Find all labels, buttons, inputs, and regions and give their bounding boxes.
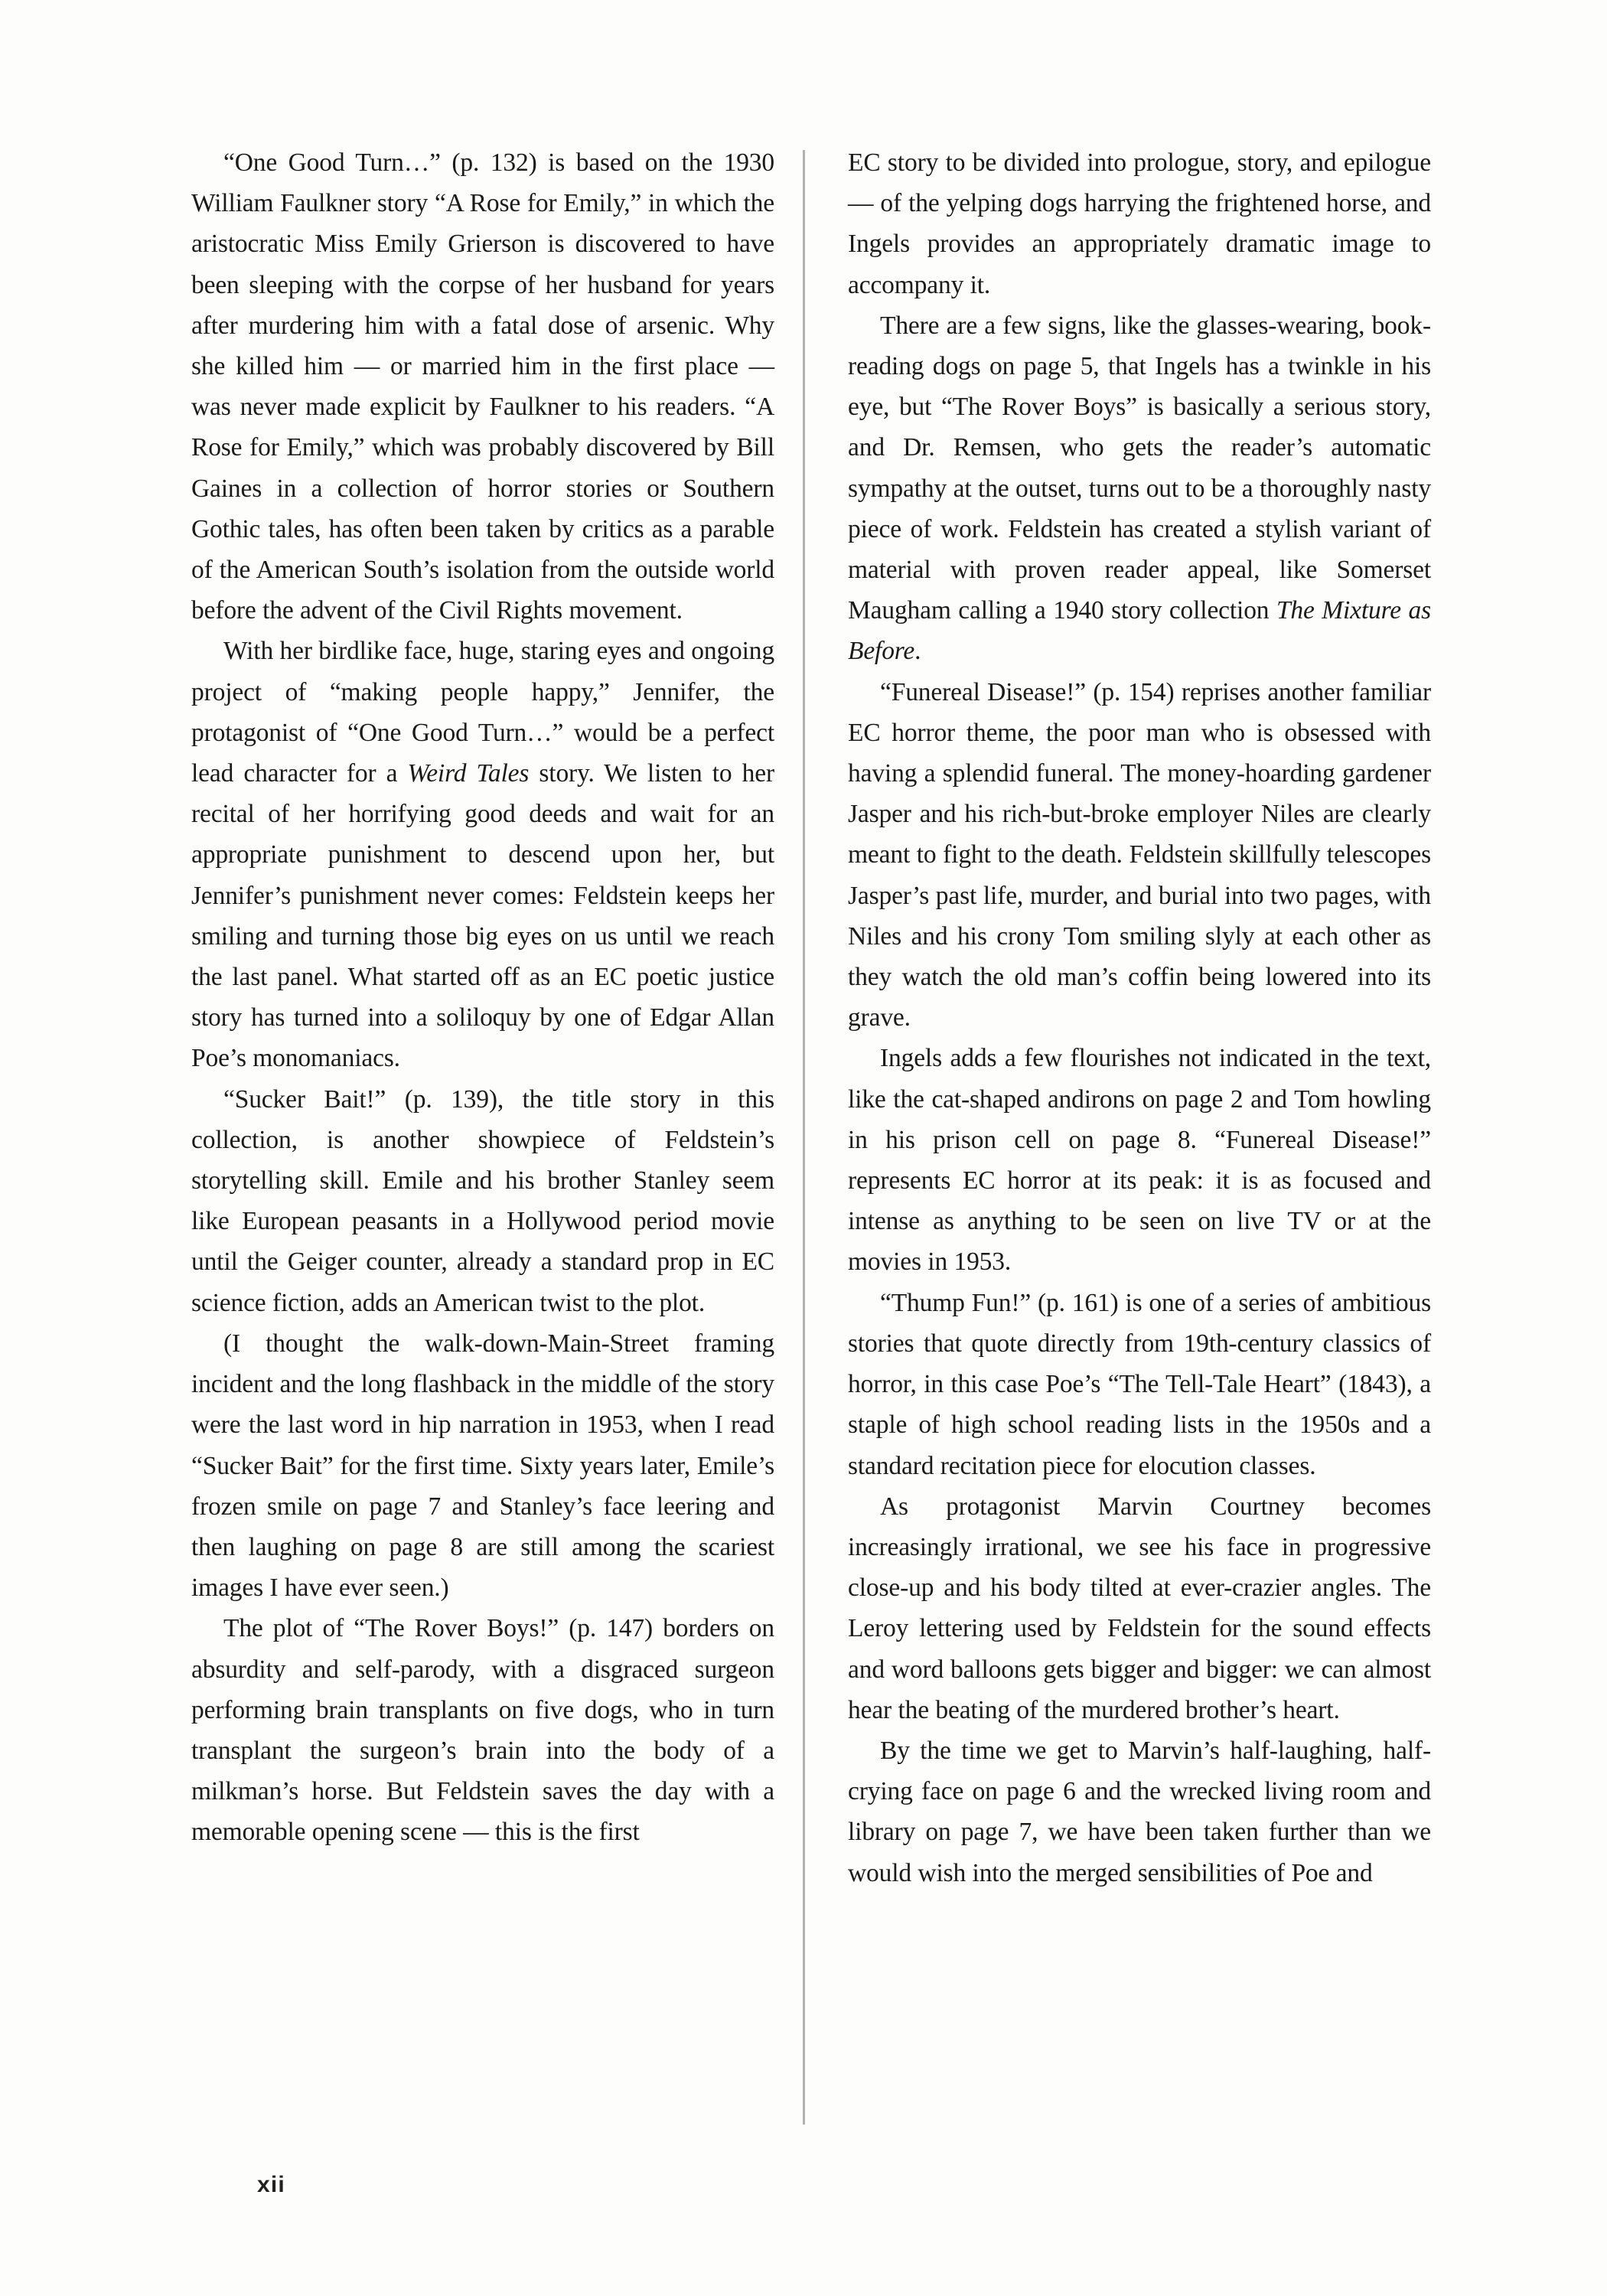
text-run: By the time we get to Marvin’s half-laughing, half-crying face on page 6 and the wrecked living room and library on page 7, we have been taken further than we would wish into the merged sensibilities of Poe and (848, 1736, 1431, 1887)
paragraph (848, 672, 1431, 1039)
page-number-folio: xii (257, 2172, 285, 2197)
text-run: . (914, 637, 921, 666)
text-run: The plot of “The Rover Boys!” (p. 147) borders on absurdity and self-parody, with a disgraced surgeon performing brain transplants on five dogs, who in turn transplant the surgeon’s brain into the body of a milkman’s horse. But Feldstein saves the day with a memorable opening scene — this is the first (191, 1614, 774, 1847)
paragraph (848, 1730, 1431, 1893)
paragraph (191, 631, 774, 1078)
left-text-column (191, 142, 774, 1853)
italic-title: Weird Tales (407, 759, 530, 788)
text-run: As protagonist Marvin Courtney becomes increasingly irrational, we see his face in progressive close-up and his body tilted at ever-crazier angles. The Leroy lettering used by Feldstein for the sound effects and word balloons gets bigger and bigger: we can almost hear the beating of the murdered brother’s heart. (848, 1492, 1431, 1724)
text-run: “Thump Fun!” (p. 161) is one of a series of ambitious stories that quote directly from 19th-century classics of horror, in this case Poe’s “The Tell-Tale Heart” (1843), a staple of high school reading lists in the 1950s and a standard recitation piece for elocution classes. (848, 1288, 1431, 1480)
right-text-column (848, 142, 1431, 1893)
text-run: “Funereal Disease!” (p. 154) reprises another familiar EC horror theme, the poor man who is obsessed with having a splendid funeral. The money-hoarding gardener Jasper and his rich-but-broke employer Niles are clearly meant to fight to the death. Feldstein skillfully telescopes Jasper’s past life, murder, and burial into two pages, with Niles and his crony Tom smiling slyly at each other as they watch the old man’s coffin being lowered into its grave. (848, 677, 1431, 1032)
text-run: Ingels adds a few flourishes not indicated in the text, like the cat-shaped andirons on page 2 and Tom howling in his prison cell on page 8. “Funereal Disease!” represents EC horror at its peak: it is as focused and intense as anything to be seen on live TV or at the movies in 1953. (848, 1044, 1431, 1277)
paragraph (191, 1079, 774, 1323)
text-run: “Sucker Bait!” (p. 139), the title story in this collection, is another showpiece of Feldstein’s storytelling skill. Emile and his brother Stanley seem like European peasants in a Hollywood period movie until the Geiger counter, already a standard prop in EC science fiction, adds an American twist to the plot. (191, 1084, 774, 1317)
paragraph (848, 1486, 1431, 1730)
text-run: “One Good Turn…” (p. 132) is based on the 1930 William Faulkner story “A Rose for Emily,” in which the aristocratic Miss Emily Grierson is discovered to have been sleeping with the corpse of her husband for years after murdering him with a fatal dose of arsenic. Why she killed him — or married him in the first place — was never made explicit by Faulkner to his readers. “A Rose for Emily,” which was probably discovered by Bill Gaines in a collection of horror stories or Southern Gothic tales, has often been taken by critics as a parable of the American South’s isolation from the outside world before the advent of the Civil Rights movement. (191, 148, 774, 625)
text-run: (I thought the walk-down-Main-Street framing incident and the long flashback in the middle of the story were the last word in hip narration in 1953, when I read “Sucker Bait” for the first time. Sixty years later, Emile’s frozen smile on page 7 and Stanley’s face leering and then laughing on page 8 are still among the scariest images I have ever seen.) (191, 1329, 774, 1603)
paragraph (848, 142, 1431, 305)
paragraph (191, 1323, 774, 1608)
paragraph (191, 1608, 774, 1852)
paragraph (191, 142, 774, 631)
paragraph (848, 1038, 1431, 1282)
text-run: EC story to be divided into prologue, story, and epilogue — of the yelping dogs harrying the frightened horse, and Ingels provides an appropriately dramatic image to accompany it. (848, 148, 1431, 299)
paragraph (848, 1283, 1431, 1486)
paragraph (848, 305, 1431, 672)
two-column-text-body (191, 142, 1431, 2102)
italic-title: The Mixture as Before (848, 596, 1432, 666)
text-run: story. We listen to her recital of her horrifying good deeds and wait for an appropriate punishment to descend upon her, but Jennifer’s punishment never comes: Feldstein keeps her smiling and turning those big eyes on us until we reach the last panel. What started off as an EC poetic justice story has turned into a soliloquy by one of Edgar Allan Poe’s monomaniacs. (191, 759, 774, 1073)
text-run: With her birdlike face, huge, staring eyes and ongoing project of “making people happy,” Jennifer, the protagonist of “One Good Turn…” would be a perfect lead character for a (191, 637, 774, 788)
text-run: There are a few signs, like the glasses-wearing, book-reading dogs on page 5, that Ingels has a twinkle in his eye, but “The Rover Boys” is basically a serious story, and Dr. Remsen, who gets the reader’s automatic sympathy at the outset, turns out to be a thoroughly nasty piece of work. Feldstein has created a stylish variant of material with proven reader appeal, like Somerset Maugham calling a 1940 story collection (848, 311, 1431, 625)
